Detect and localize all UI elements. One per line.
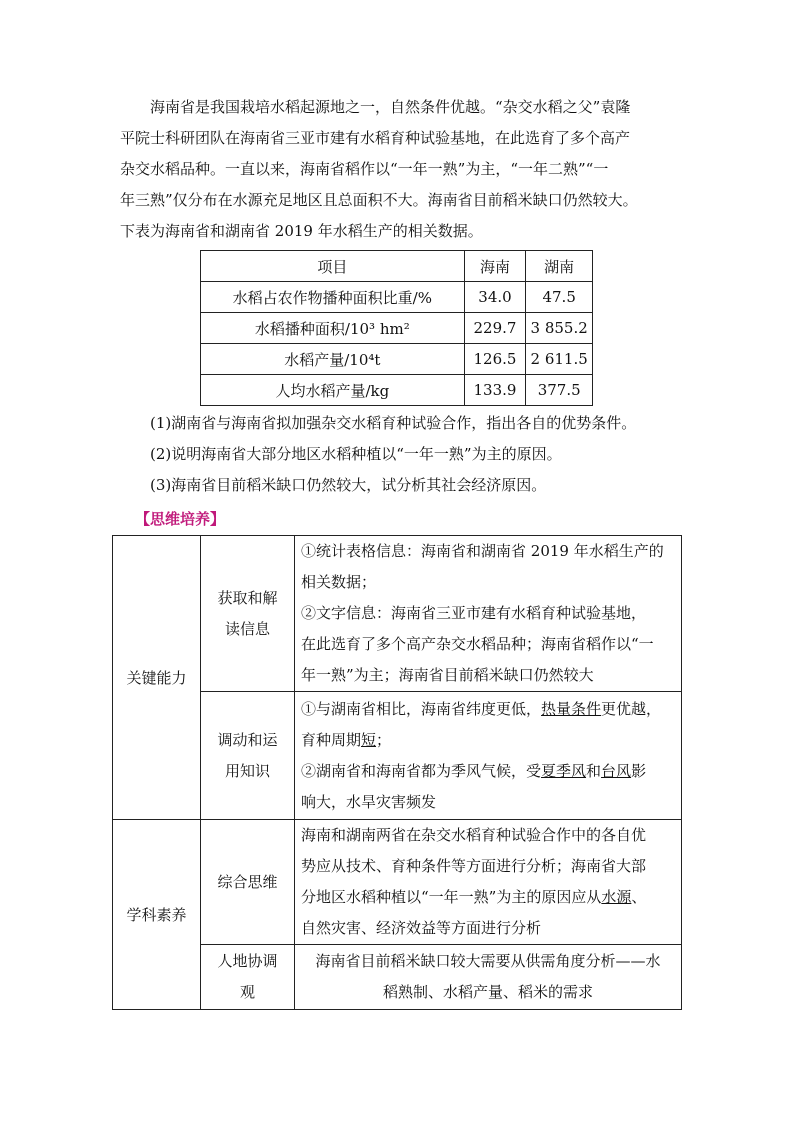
content-line — [301, 694, 675, 725]
table-cell: 377.5 — [526, 375, 593, 406]
text-run: ； — [376, 730, 392, 749]
content-line — [301, 882, 675, 913]
table-row — [201, 282, 593, 313]
table-row — [113, 536, 682, 692]
sub-label-line: 获取和解 — [217, 588, 278, 607]
intro-line: 下表为海南省和湖南省 2019 年水稻生产的相关数据。 — [120, 222, 483, 240]
table-cell: 47.5 — [526, 282, 593, 313]
group-label-key-ability: 关键能力 — [113, 536, 201, 820]
sub-label-line: 观 — [239, 983, 255, 1001]
group-label-discipline-literacy: 学科素养 — [113, 820, 201, 1010]
content-line: 海南和湖南两省在杂交水稻育种试验合作中的各自优 — [301, 826, 647, 844]
section-title: 【思维培养】 — [135, 510, 226, 528]
sub-label-acquire-info — [201, 536, 295, 692]
question-item: (3)海南省目前稻米缺口仍然较大，试分析其社会经济原因。 — [150, 476, 547, 494]
sub-label-human-earth — [201, 945, 295, 1010]
content-line — [301, 725, 675, 756]
table-cell: 126.5 — [464, 344, 526, 375]
content-apply-knowledge — [295, 692, 682, 820]
text-run: ①与湖南省相比，海南省纬度更低， — [301, 699, 542, 718]
content-line: 年一熟”为主；海南省目前稻米缺口仍然较大 — [301, 666, 594, 684]
table-header-row — [201, 251, 593, 282]
underlined-keyword: 夏季风 — [541, 761, 587, 780]
content-comprehensive-thinking — [295, 820, 682, 945]
sub-label-line: 读信息 — [224, 619, 270, 638]
content-line: 自然灾害、经济效益等方面进行分析 — [301, 919, 542, 937]
table-cell: 3 855.2 — [526, 313, 593, 344]
sub-label-comprehensive-thinking: 综合思维 — [201, 820, 295, 945]
text-run: 和 — [586, 761, 602, 780]
content-line: 在此选育了多个高产杂交水稻品种；海南省稻作以“一 — [301, 635, 654, 653]
text-run: 分地区水稻种植以“一年一熟”为主的原因应从 — [301, 888, 602, 906]
content-line: ②文字信息：海南省三亚市建有水稻育种试验基地， — [301, 604, 647, 622]
table-row — [201, 344, 593, 375]
content-line — [301, 756, 675, 787]
intro-line: 海南省是我国栽培水稻起源地之一，自然条件优越。“杂交水稻之父”袁隆 — [150, 98, 631, 116]
content-line: ①统计表格信息：海南省和湖南省 2019 年水稻生产的 — [301, 542, 664, 560]
content-human-earth — [295, 945, 682, 1010]
table-cell: 人均水稻产量/kg — [201, 375, 465, 406]
underlined-keyword: 热量条件 — [541, 699, 602, 718]
table-cell: 133.9 — [464, 375, 526, 406]
underlined-keyword: 水源 — [601, 888, 632, 906]
text-run: 更优越， — [601, 699, 662, 718]
content-line: 稻熟制、水稻产量、稻米的需求 — [382, 983, 593, 1001]
table-cell: 2 611.5 — [526, 344, 593, 375]
question-list — [150, 408, 710, 501]
table-header-cell: 湖南 — [526, 251, 593, 282]
table-header-cell: 项目 — [201, 251, 465, 282]
table-cell: 水稻产量/10⁴t — [201, 344, 465, 375]
question-item: (1)湖南省与海南省拟加强杂交水稻育种试验合作，指出各自的优势条件。 — [150, 414, 637, 432]
underlined-keyword: 短 — [361, 730, 377, 749]
content-line: 海南省目前稻米缺口较大需要从供需角度分析——水 — [315, 952, 661, 970]
underlined-keyword: 台风 — [601, 761, 632, 780]
table-row — [201, 375, 593, 406]
content-line: 相关数据； — [301, 573, 377, 591]
thinking-training-table — [112, 535, 682, 1010]
content-line: 响大，水旱灾害频发 — [301, 792, 437, 811]
sub-label-line: 调动和运 — [217, 730, 278, 749]
rice-data-table — [200, 250, 593, 406]
text-run: ②湖南省和海南省都为季风气候，受 — [301, 761, 542, 780]
text-run: 、 — [631, 888, 647, 906]
content-acquire-info — [295, 536, 682, 692]
text-run: 影 — [631, 761, 647, 780]
table-header-cell: 海南 — [464, 251, 526, 282]
text-run: 育种周期 — [301, 730, 362, 749]
table-cell: 水稻占农作物播种面积比重/% — [201, 282, 465, 313]
table-cell: 水稻播种面积/10³ hm² — [201, 313, 465, 344]
intro-line: 年三熟”仅分布在水源充足地区且总面积不大。海南省目前稻米缺口仍然较大。 — [120, 191, 638, 209]
sub-label-line: 人地协调 — [217, 952, 278, 970]
table-row — [201, 313, 593, 344]
intro-line: 平院士科研团队在海南省三亚市建有水稻育种试验基地，在此选育了多个高产 — [120, 129, 631, 147]
table-row — [113, 820, 682, 945]
sub-label-line: 用知识 — [224, 761, 270, 780]
intro-paragraph — [120, 92, 690, 247]
table-cell: 34.0 — [464, 282, 526, 313]
table-cell: 229.7 — [464, 313, 526, 344]
intro-line: 杂交水稻品种。一直以来，海南省稻作以“一年一熟”为主，“一年二熟”“一 — [120, 160, 609, 178]
question-item: (2)说明海南省大部分地区水稻种植以“一年一熟”为主的原因。 — [150, 445, 562, 463]
content-line: 势应从技术、育种条件等方面进行分析；海南省大部 — [301, 857, 647, 875]
sub-label-apply-knowledge — [201, 692, 295, 820]
